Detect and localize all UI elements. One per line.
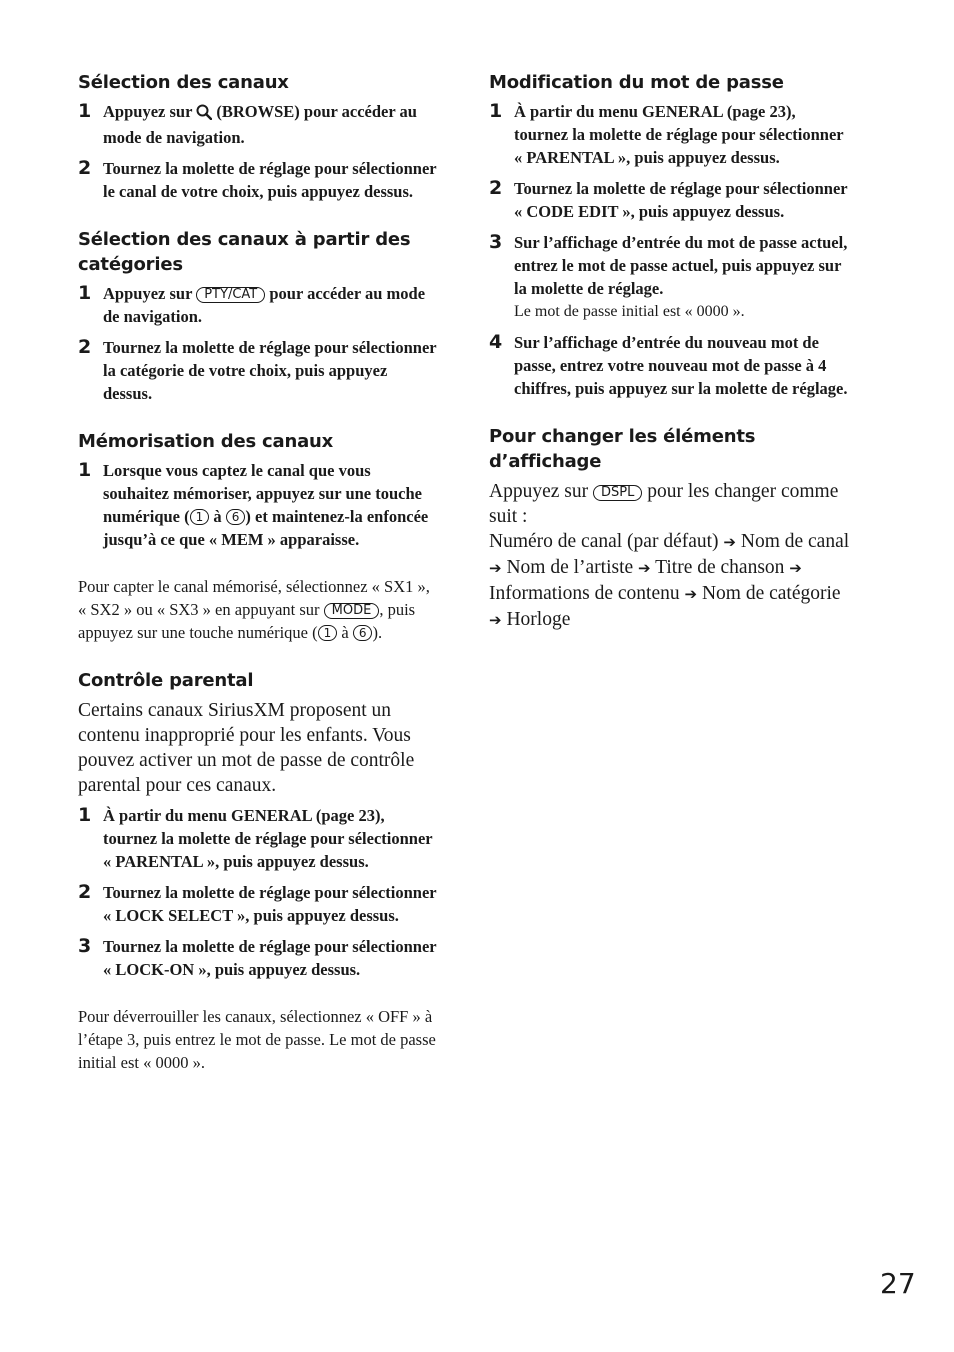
pty-cat-key: PTY/CAT [196,287,265,303]
parental-note: Pour déverrouiller les canaux, sélectionnez « OFF » à l’étape 3, puis entrez le mot de passe. Le mot de passe initial est « 0000 ». [78,1007,436,1072]
step-text-part: ) et maintenez-la enfoncée jusqu’à ce que « MEM » apparaisse. [103,507,429,549]
number-key-1: 1 [190,509,210,525]
step [78,881,440,927]
arrow-right-icon: ➔ [723,533,736,551]
note-text-part: , puis appuyez sur une touche numérique ( [78,600,416,642]
page-number: 27 [880,1267,916,1300]
step [489,331,851,400]
display-item: Nom de canal [740,531,850,552]
arrow-right-icon: ➔ [638,559,651,577]
section-heading: Pour changer les éléments d’affichage [489,426,756,472]
display-item: Numéro de canal (par défaut) [489,531,719,552]
section-intro: Certains canaux SiriusXM proposent un contenu inapproprié pour les enfants. Vous pouvez activer un mot de passe de contrôle parental pour ces canaux. [78,700,415,796]
step-number: 1 [78,282,92,304]
section-channel-memory [78,429,440,644]
step [78,804,440,873]
step-number: 4 [489,331,503,353]
search-icon [196,103,212,126]
step-text: Sur l’affichage d’entrée du mot de passe actuel, entrez le mot de passe actuel, puis appuyez sur la molette de réglage. [514,233,848,298]
step [78,157,440,203]
arrow-right-icon: ➔ [489,611,502,629]
step [489,100,851,169]
dspl-key: DSPL [593,485,642,501]
step-text: À partir du menu GENERAL (page 23), tournez la molette de réglage pour sélectionner « PARENTAL », puis appuyez dessus. [514,102,844,167]
step-text-part: à [209,507,226,526]
step [78,336,440,405]
section-heading: Mémorisation des canaux [78,431,334,452]
display-item: Informations de contenu [489,583,680,604]
mode-key: MODE [324,603,380,619]
step-number: 3 [489,231,503,253]
step-text-post: pour accéder au mode de navigation. [103,284,426,326]
step [78,100,440,149]
step-number: 3 [78,935,92,957]
arrow-right-icon: ➔ [684,585,698,603]
step-text [103,459,440,551]
step-number: 2 [489,177,503,199]
step-text [103,100,440,149]
section-channel-selection [78,70,440,203]
step-text [103,282,440,328]
step [489,231,851,323]
step-text: Tournez la molette de réglage pour sélectionner le canal de votre choix, puis appuyez dessus. [103,159,437,201]
step-text: Sur l’affichage d’entrée du nouveau mot de passe, entrez votre nouveau mot de passe à 4 chiffres, puis appuyez sur la molette de réglage. [514,333,848,398]
step-number: 1 [78,459,92,481]
step-note: Le mot de passe initial est « 0000 ». [514,303,745,320]
section-category-selection [78,227,440,405]
number-key-6: 6 [353,625,373,641]
section-heading: Contrôle parental [78,670,254,691]
step-number: 2 [78,881,92,903]
step-text-part: Lorsque vous captez le canal que vous souhaitez mémoriser, appuyez sur une touche numérique ( [103,461,422,526]
note-text-part: à [337,623,353,642]
arrow-right-icon: ➔ [489,559,502,577]
arrow-right-icon: ➔ [789,559,802,577]
display-item: Titre de chanson [655,557,785,578]
intro-pre: Appuyez sur [489,481,593,502]
step-text: Tournez la molette de réglage pour sélectionner « LOCK-ON », puis appuyez dessus. [103,937,437,979]
step-text: À partir du menu GENERAL (page 23), tournez la molette de réglage pour sélectionner « PARENTAL », puis appuyez dessus. [103,806,433,871]
step-text-pre: Appuyez sur [103,102,193,121]
step-number: 1 [489,100,503,122]
note-text-part: ). [372,623,383,642]
step [78,282,440,328]
section-parental-control [78,668,440,1074]
step-number: 2 [78,157,92,179]
section-heading: Sélection des canaux à partir des catégories [78,229,411,275]
number-key-1: 1 [318,625,338,641]
number-key-6: 6 [226,509,246,525]
step-text-pre: Appuyez sur [103,284,193,303]
section-password-edit [489,70,851,400]
note-text-part: Pour capter le canal mémorisé, sélectionnez « SX1 », « SX2 » ou « SX3 » en appuyant sur [78,577,430,619]
step-text: Tournez la molette de réglage pour sélectionner « CODE EDIT », puis appuyez dessus. [514,179,848,221]
display-item: Nom de l’artiste [506,557,634,578]
step-text: Tournez la molette de réglage pour sélectionner la catégorie de votre choix, puis appuyez dessus. [103,338,437,403]
step-number: 1 [78,100,92,122]
step-number: 2 [78,336,92,358]
step-body [514,231,851,323]
display-item: Horloge [506,609,571,630]
step [489,177,851,223]
step-number: 1 [78,804,92,826]
section-heading: Sélection des canaux [78,72,289,93]
left-column [78,70,440,1098]
section-display-items [489,424,851,633]
step-text-post: (BROWSE) pour accéder au mode de navigation. [103,102,417,147]
display-item: Nom de catégorie [701,583,841,604]
section-heading: Modification du mot de passe [489,72,784,93]
display-items-text [489,479,851,633]
right-column [489,70,851,657]
memory-note [78,575,440,644]
intro-post: pour les changer comme suit : [489,481,839,527]
step-text: Tournez la molette de réglage pour sélectionner « LOCK SELECT », puis appuyez dessus. [103,883,437,925]
step [78,459,440,551]
step [78,935,440,981]
